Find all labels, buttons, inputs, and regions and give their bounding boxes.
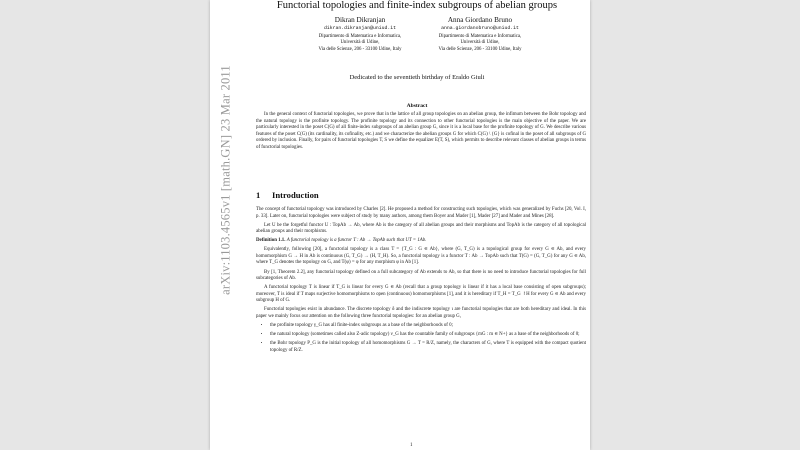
section-number: 1 bbox=[256, 190, 261, 200]
paragraph: Let U be the forgetful functor U : TopAb → Ab, where Ab is the category of all abelian groups and their morphisms and TopAb is the category of all topological abelian groups and their morphisms. bbox=[256, 222, 586, 235]
list-item: • the natural topology (sometimes called also Z-adic topology) ν_G has the countable family of subgroups {mG : m ∈ N+} as a base of the neighborhoods of 0; bbox=[270, 332, 586, 339]
definition bbox=[256, 238, 586, 245]
section-heading bbox=[256, 190, 319, 200]
paragraph: By [1, Theorem 2.2], any functorial topology defined on a full subcategory of Ab extends to Ab, so that there is no need to introduce functorial topologies for full subcategories of Ab. bbox=[256, 269, 586, 282]
author-block-2 bbox=[415, 16, 545, 53]
list-item: • the Bohr topology P_G is the initial topology of all homomorphisms G → T = R/Z, namely, the characters of G, where T is equipped with the compact quotient topology of R/Z. bbox=[270, 341, 586, 354]
paragraph: A functorial topology T is linear if T_G is linear for every G ∈ Ab (recall that a group topology is linear if it has a local base consisting of open subgroups); moreover, T is ideal if T maps surjective homomorphisms to open (continuous) homomorphisms [1], and it is hereditary if T_H = T_G ↾H for every G ∈ Ab and every subgroup H of G. bbox=[256, 285, 586, 304]
section-title: Introduction bbox=[272, 190, 319, 200]
paragraph: Functorial topologies exist in abundance. The discrete topology δ and the indiscrete topology ι are functorial topologies that are both hereditary and ideal. In this paper we mainly focus our attention on the following three functorial topologies: for an abelian group G, bbox=[256, 307, 586, 319]
bullet-list bbox=[256, 323, 586, 354]
author-email[interactable]: dikran.dikranjan@uniud.it bbox=[324, 26, 396, 31]
author-name: Dikran Dikranjan bbox=[334, 16, 386, 24]
paragraph: The concept of functorial topology was introduced by Charles [2]. He proposed a method for constructing such topologies, which was generalized by Fuchs [20, Vol. I, p. 33]. Later on, functorial topologies were subject of study by many authors, among them Boyer and Mader [1], Mader [27] and Mader and Mines [28]. bbox=[256, 207, 586, 219]
paper-title: Functorial topologies and finite-index subgroups of abelian groups bbox=[276, 0, 558, 11]
arxiv-stamp: arXiv:1103.4565v1 [math.GN] 23 Mar 2011 bbox=[218, 65, 233, 295]
author-name: Anna Giordano Bruno bbox=[447, 16, 513, 24]
abstract-text: In the general context of functorial topologies, we prove that in the lattice of all group topologies on an abelian group, the infimum between the Bohr topology and the natural topology is the profinite topology. The profinite topology and its connection to other functorial topologies is the main objective of the paper. We are particularly interested in the poset C(G) of all finite-index subgroups of an abelian group G, since it is a local base for the profinite topology of G. We describe various features of the poset C(G) (its cardinality, its cofinality, etc.) and we characterize the abelian groups G for which C(G) \ {G} is cofinal in the poset of all subgroups of G ordered by inclusion. Finally, for pairs of functorial topologies T, S we define the equalizer E(T, S), which permits to describe relevant classes of abelian groups in terms of functorial topologies. bbox=[256, 112, 586, 150]
author-affiliation: Dipartimento di Matematica e Informatica, Università di Udine, Via delle Scienze, 206 - 33100 Udine, Italy bbox=[318, 34, 402, 52]
paragraph: Equivalently, following [20], a functorial topology is a class T = {T_G : G ∈ Ab}, where (G, T_G) is a topological group for every G ∈ Ab, and every homomorphism G → H in Ab is continuous (G, T_G) → (H, T_H). So, a functorial topology is a functor T : Ab → TopAb such that T(G) = (G, T_G) for any G ∈ Ab, where T_G denotes the topology on G, and T(φ) = φ for any morphism φ in Ab [1]. bbox=[256, 247, 586, 266]
author-block-1 bbox=[295, 16, 425, 53]
author-email[interactable]: anna.giordanobruno@uniud.it bbox=[441, 26, 519, 31]
page-number: 1 bbox=[410, 443, 413, 448]
list-item: • the profinite topology γ_G has all finite-index subgroups as a base of the neighborhoods of 0; bbox=[270, 323, 586, 330]
author-affiliation: Dipartimento di Matematica e Informatica, Università di Udine, Via delle Scienze, 206 - 33100 Udine, Italy bbox=[438, 34, 522, 52]
abstract-heading: Abstract bbox=[406, 103, 428, 109]
definition-label: Definition 1.1. bbox=[256, 238, 286, 244]
definition-text: A functorial topology is a functor T : Ab → TopAb such that UT = 1Ab. bbox=[286, 238, 427, 244]
paper-page bbox=[210, 0, 590, 450]
section-body bbox=[256, 207, 586, 357]
dedication: Dedicated to the seventieth birthday of Eraldo Giuli bbox=[349, 74, 485, 81]
